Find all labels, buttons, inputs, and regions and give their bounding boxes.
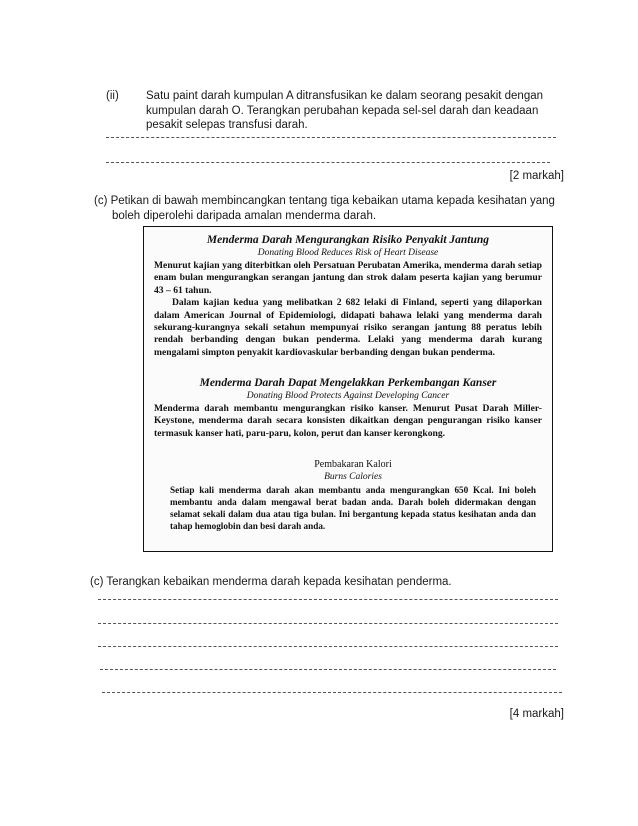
answer-line[interactable] — [98, 646, 558, 647]
part-ii-line-3: pesakit selepas transfusi darah. — [146, 119, 308, 131]
answer-line[interactable] — [100, 669, 556, 670]
article-box — [143, 226, 553, 552]
answer-line[interactable] — [98, 599, 558, 600]
part-ii-line-1: Satu paint darah kumpulan A ditransfusikan ke dalam seorang pesakit dengan — [146, 90, 544, 102]
article-title-calories: Pembakaran Kalori — [314, 459, 392, 470]
answer-line[interactable] — [106, 137, 556, 138]
article-subtitle-cancer: Donating Blood Protects Against Developing Cancer — [246, 391, 450, 401]
article-paragraph: Menurut kajian yang diterbitkan oleh Persatuan Perubatan Amerika, menderma darah setiap enam bulan mengurangkan serangan jantung dan strok dalam peserta kajian yang berumur 43 – 61 tahun. — [154, 260, 542, 296]
article-subtitle-calories: Burns Calories — [324, 472, 382, 482]
part-c-intro — [94, 194, 574, 223]
article-title-cancer: Menderma Darah Dapat Mengelakkan Perkembangan Kanser — [199, 377, 497, 389]
article-title-heart: Menderma Darah Mengurangkan Risiko Penyakit Jantung — [206, 234, 490, 246]
article-section-calories — [170, 458, 536, 532]
part-c-intro-line-1: (c) Petikan di bawah membincangkan tentang tiga kebaikan utama kepada kesihatan yang — [94, 195, 555, 207]
answer-line[interactable] — [98, 623, 558, 624]
article-paragraph: Setiap kali menderma darah akan membantu anda mengurangkan 650 Kcal. Ini boleh membantu anda dalam mengawal berat badan anda. Darah boleh didermakan dengan selamat sekali dalam dua atau tiga bulan. Ini bergantung kepada status kesihatan anda dan tahap hemoglobin dan besi darah anda. — [170, 485, 536, 531]
answer-line[interactable] — [106, 162, 550, 163]
article-paragraph: Dalam kajian kedua yang melibatkan 2 682 lelaki di Finland, seperti yang dilaporkan dalam American Journal of Epidemiologi, didapati bahawa lelaki yang menderma darah sekurang-kurangnya sekali setahun mempunyai risiko serangan jantung 88 peratus lebih rendah berbanding dengan bukan penderma. Lelaki yang menderma darah kurang mengalami simpton penyakit kardiovaskular berbanding dengan bukan penderma. — [154, 297, 542, 358]
part-c-marks: [4 markah] — [509, 708, 564, 720]
article-paragraph: Menderma darah membantu mengurangkan risiko kanser. Menurut Pusat Darah Miller-Keystone, menderma darah secara konsisten dikaitkan dengan pengurangan risiko kanser termasuk kanser hati, paru-paru, kolon, perut dan kanser kerongkong. — [154, 403, 542, 439]
part-c-question: (c) Terangkan kebaikan menderma darah kepada kesihatan penderma. — [90, 576, 452, 588]
part-c-intro-line-2: boleh diperolehi daripada amalan menderma darah. — [112, 209, 377, 222]
part-ii-line-2: kumpulan darah O. Terangkan perubahan kepada sel-sel darah dan keadaan — [146, 104, 539, 117]
answer-line[interactable] — [102, 692, 562, 693]
part-ii-label: (ii) — [106, 90, 119, 102]
article-section-heart — [154, 234, 542, 359]
article-subtitle-heart: Donating Blood Reduces Risk of Heart Disease — [257, 248, 439, 258]
part-ii-marks: [2 markah] — [509, 170, 564, 182]
part-ii-question — [146, 89, 576, 133]
article-section-cancer — [154, 377, 542, 440]
